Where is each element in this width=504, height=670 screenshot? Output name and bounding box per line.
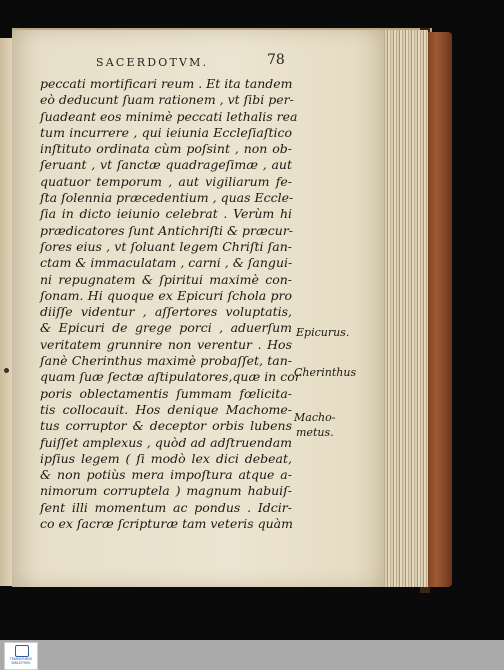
text-line: peccati mortificari reum . Et ita tandem — [40, 76, 293, 91]
text-line: ni repugnatem & ſpiritui maximè con- — [40, 271, 292, 287]
text-line: ſuadeant eos minimè peccati lethalis rea — [40, 108, 298, 124]
logo-icon — [15, 645, 29, 657]
margin-note-epicurus: Epicurus. — [296, 326, 350, 339]
page-number: 78 — [267, 52, 285, 68]
text-line: prædicatores ſunt Antichriſti & præcur- — [40, 222, 294, 238]
text-line: & non potiùs mera impoſtura atque a- — [40, 467, 292, 483]
text-line: ſta ſolennia præcedentium , quas Eccle- — [40, 190, 294, 206]
margin-note-machometus-line1: Macho- — [294, 411, 336, 424]
logo-text-line1: TRANSKRIBUS — [9, 657, 33, 661]
text-line: ſonam. Hi quoque ex Epicuri ſchola pro — [40, 287, 292, 303]
text-line: nimorum corruptela ) magnum habuiſ- — [40, 483, 292, 499]
text-line: ctam & immaculatam , carni , & ſangui- — [40, 255, 293, 271]
gutter-ink-spot — [4, 368, 9, 373]
text-line: poris oblectamentis ſummam fœlicita- — [40, 385, 292, 401]
leather-cover — [426, 32, 452, 587]
margin-note-machometus — [294, 410, 335, 440]
text-line: & Epicuri de grege porci , aduerſum — [40, 320, 292, 336]
text-line: inſtituto ordinata cùm poſsint , non ob- — [40, 141, 292, 157]
library-logo[interactable] — [4, 642, 38, 670]
text-line: veritatem grunnire non verentur . Hos — [40, 336, 292, 352]
viewer-footer-bar — [0, 640, 504, 670]
text-line: fuiſſet amplexus , quòd ad adſtruendam — [40, 434, 292, 450]
text-line: ſent illi momentum ac pondus . Idcir- — [40, 499, 292, 515]
text-line: quatuor temporum , aut vigiliarum fe- — [40, 173, 292, 189]
text-line: ſores eius , vt ſoluant legem Chriſti ſan- — [40, 238, 292, 254]
body-text — [40, 76, 301, 532]
text-line: tus corruptor & deceptor orbis lubens — [40, 418, 292, 434]
margin-note-machometus-line2: metus. — [296, 426, 334, 439]
running-head: SACERDOTVM. — [96, 56, 209, 69]
text-line: quam ſuæ ſectæ aſtipulatores,quæ in cor — [40, 369, 301, 385]
text-line: ſia in dicto ieiunio celebrat . Verùm hi — [40, 206, 292, 222]
logo-text — [6, 657, 36, 665]
text-line: eò deducunt ſuam rationem , vt ſibi per- — [40, 92, 294, 108]
margin-note-cerinthus: Cherinthus — [294, 366, 357, 379]
text-line: diiſſe videntur , aſſertores voluptatis, — [40, 304, 292, 320]
text-line: tis collocauit. Hos denique Machome- — [40, 401, 292, 417]
text-line: tum incurrere , qui ieiunia Eccleſiaſtico — [40, 124, 292, 140]
text-line: ipſius legem ( ſi modò lex dici debeat, — [40, 450, 292, 466]
text-line: ſeruant , vt ſanctæ quadrageſimæ , aut — [40, 157, 292, 173]
text-line: co ex ſacræ ſcripturæ tam veteris quàm — [40, 516, 293, 532]
text-line: ſanè Cherinthus maximè probaſſet, tan- — [40, 353, 292, 369]
logo-text-line2: BIBLIOTHEK — [11, 661, 31, 665]
